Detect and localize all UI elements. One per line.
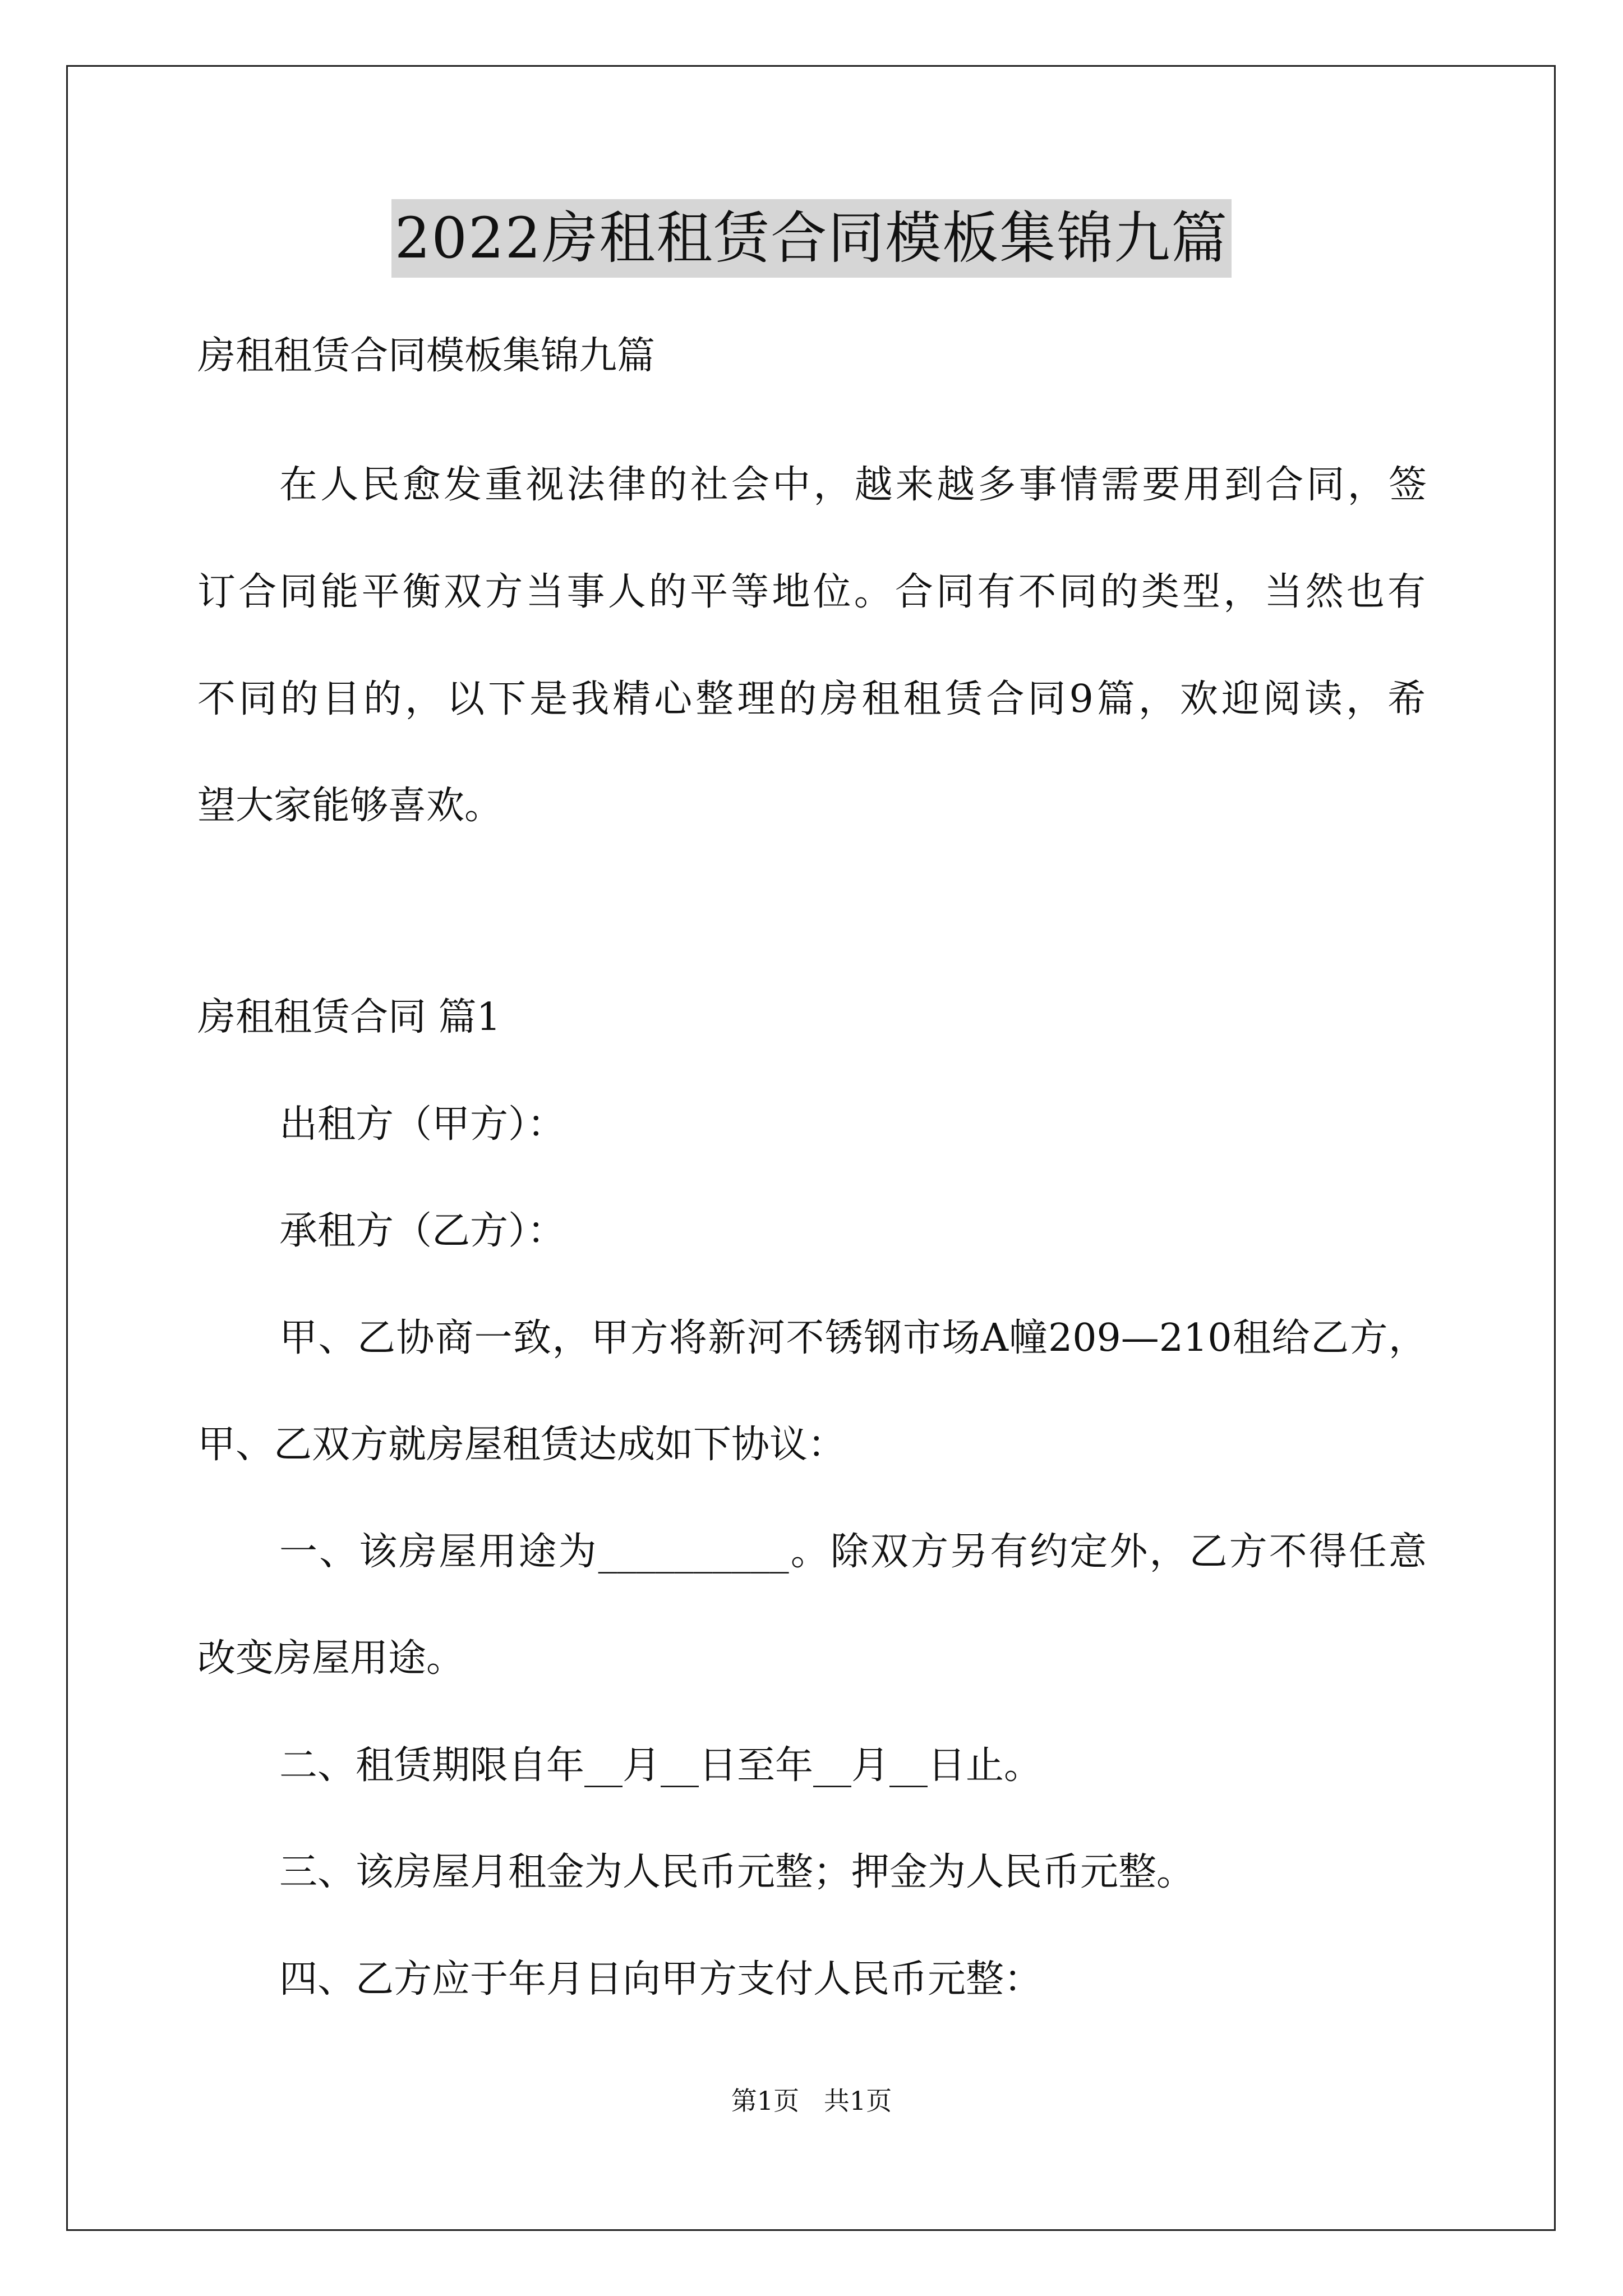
clause-2: 二、租赁期限自年__月__日至年__月__日止。 xyxy=(279,1743,1043,1788)
agreement-line-2: 甲、乙双方就房屋租赁达成如下协议： xyxy=(197,1423,846,1467)
agreement-line-1: 甲、乙协商一致，甲方将新河不锈钢市场A幢209—210租给乙方， xyxy=(279,1316,1427,1360)
document-subtitle: 房租租赁合同模板集锦九篇 xyxy=(197,334,656,378)
intro-line-3: 不同的目的，以下是我精心整理的房租租赁合同9篇，欢迎阅读，希 xyxy=(197,677,1426,721)
page-footer: 第1页 共1页 xyxy=(731,2086,892,2116)
section-heading: 房租租赁合同 篇1 xyxy=(197,995,501,1039)
document-title: 2022房租租赁合同模板集锦九篇 xyxy=(391,199,1232,278)
clause-3: 三、该房屋月租金为人民币元整；押金为人民币元整。 xyxy=(279,1850,1195,1894)
intro-line-4: 望大家能够喜欢。 xyxy=(197,784,503,828)
title-container xyxy=(0,199,1623,278)
clause-4: 四、乙方应于年月日向甲方支付人民币元整： xyxy=(279,1957,1043,2001)
clause-1-line-2: 改变房屋用途。 xyxy=(197,1636,465,1681)
clause-1-line-1: 一、该房屋用途为__________。除双方另有约定外，乙方不得任意 xyxy=(279,1530,1427,1574)
lessor-line: 出租方（甲方）： xyxy=(279,1102,566,1147)
intro-line-2: 订合同能平衡双方当事人的平等地位。合同有不同的类型，当然也有 xyxy=(197,570,1426,614)
intro-line-1: 在人民愈发重视法律的社会中，越来越多事情需要用到合同，签 xyxy=(279,463,1427,507)
lessee-line: 承租方（乙方）： xyxy=(279,1209,566,1253)
